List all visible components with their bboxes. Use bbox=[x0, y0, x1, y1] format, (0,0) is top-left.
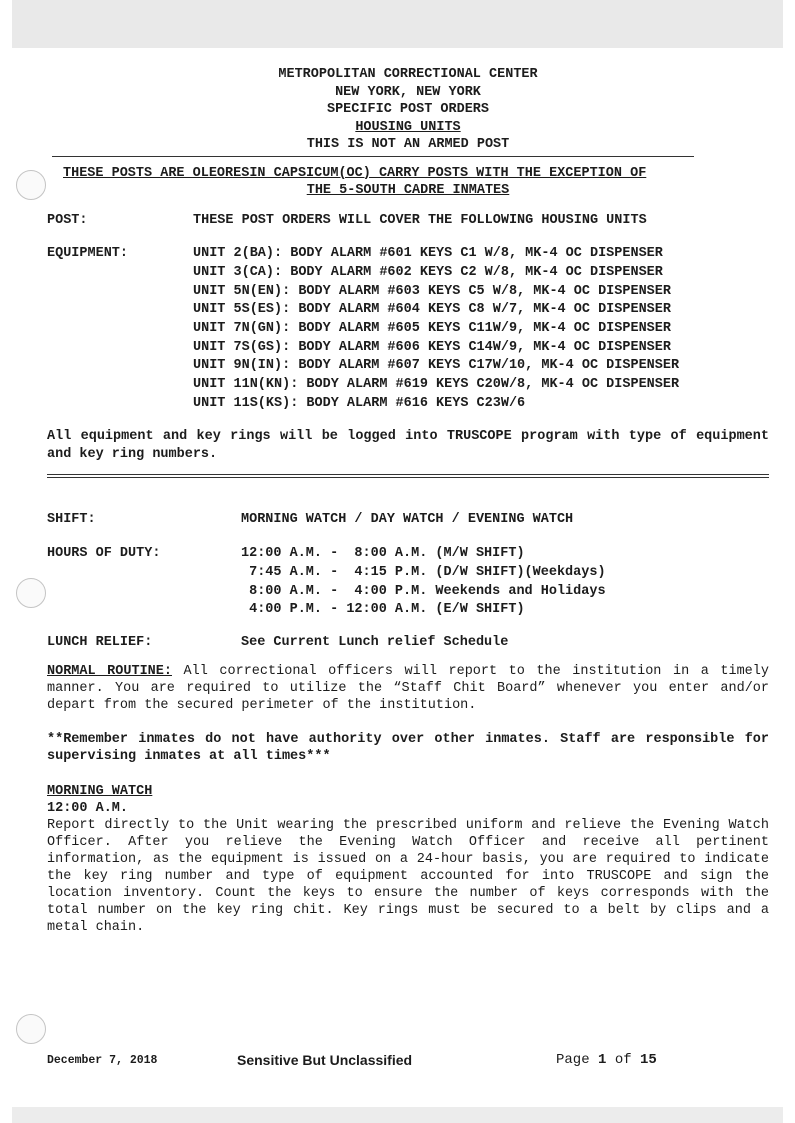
hours-line: 7:45 A.M. - 4:15 P.M. (D/W SHIFT)(Weekdays) bbox=[241, 564, 606, 580]
punch-hole bbox=[16, 1014, 46, 1044]
equipment-item: UNIT 7N(GN): BODY ALARM #605 KEYS C11W/9, MK-4 OC DISPENSER bbox=[193, 321, 671, 337]
equipment-item: UNIT 7S(GS): BODY ALARM #606 KEYS C14W/9, MK-4 OC DISPENSER bbox=[193, 339, 671, 355]
equipment-item: UNIT 11S(KS): BODY ALARM #616 KEYS C23W/6 bbox=[193, 395, 526, 411]
institution-name: METROPOLITAN CORRECTIONAL CENTER bbox=[278, 67, 538, 82]
section-double-divider bbox=[47, 474, 769, 478]
logging-note: All equipment and key rings will be logged into TRUSCOPE program with type of equipment and key ring numbers. bbox=[47, 428, 769, 462]
equipment-list bbox=[193, 245, 679, 413]
hours-line: 4:00 P.M. - 12:00 A.M. (E/W SHIFT) bbox=[241, 602, 525, 618]
normal-routine-label: NORMAL ROUTINE: bbox=[47, 663, 172, 679]
punch-hole bbox=[16, 170, 46, 200]
institution-location: NEW YORK, NEW YORK bbox=[335, 84, 481, 100]
page-total: 15 bbox=[640, 1052, 657, 1068]
equipment-item: UNIT 9N(IN): BODY ALARM #607 KEYS C17W/10, MK-4 OC DISPENSER bbox=[193, 358, 680, 374]
normal-routine-paragraph bbox=[47, 663, 769, 714]
armed-status: THIS IS NOT AN ARMED POST bbox=[306, 137, 510, 152]
footer-classification: Sensitive But Unclassified bbox=[237, 1052, 413, 1068]
shift-row bbox=[47, 511, 769, 530]
morning-watch-heading: MORNING WATCH bbox=[47, 783, 153, 799]
equipment-item: UNIT 2(BA): BODY ALARM #601 KEYS C1 W/8, MK-4 OC DISPENSER bbox=[193, 246, 663, 262]
hours-label: HOURS OF DUTY: bbox=[47, 546, 161, 562]
header-divider bbox=[52, 156, 694, 157]
page-footer bbox=[47, 1052, 769, 1072]
scan-top-margin bbox=[12, 0, 783, 48]
document-header bbox=[47, 66, 769, 154]
equipment-item: UNIT 3(CA): BODY ALARM #602 KEYS C2 W/8, MK-4 OC DISPENSER bbox=[193, 264, 663, 280]
equipment-item: UNIT 5S(ES): BODY ALARM #604 KEYS C8 W/7, MK-4 OC DISPENSER bbox=[193, 302, 671, 318]
hours-row bbox=[47, 545, 769, 620]
oc-notice-line1: THESE POSTS ARE OLEORESIN CAPSICUM(OC) CARRY POSTS WITH THE EXCEPTION OF bbox=[63, 165, 647, 181]
hours-line: 8:00 A.M. - 4:00 P.M. Weekends and Holidays bbox=[241, 583, 606, 599]
equipment-label: EQUIPMENT: bbox=[47, 246, 129, 262]
post-row bbox=[47, 212, 769, 231]
shift-label: SHIFT: bbox=[47, 511, 96, 527]
hours-line: 12:00 A.M. - 8:00 A.M. (M/W SHIFT) bbox=[241, 546, 525, 562]
morning-watch-time: 12:00 A.M. bbox=[47, 800, 129, 816]
lunch-row bbox=[47, 634, 769, 653]
shift-value: MORNING WATCH / DAY WATCH / EVENING WATCH bbox=[241, 511, 574, 527]
footer-date: December 7, 2018 bbox=[47, 1054, 158, 1067]
morning-watch-text: Report directly to the Unit wearing the prescribed uniform and relieve the Evening Watch Officer. After you relieve the Evening Watch Officer and receive all pertinent information, as the equipment is issued on a 24-hour basis, you are required to indicate the key ring number and type of equipment accounted for into TRUSCOPE and sign the location inventory. Count the keys to ensure the number of keys corresponds with the total number on the key ring chit. Key rings must be secured to a belt by clips and a metal chain. bbox=[47, 817, 769, 935]
reminder-note: **Remember inmates do not have authority over other inmates. Staff are responsible for supervising inmates at all times*** bbox=[47, 731, 769, 764]
equipment-item: UNIT 5N(EN): BODY ALARM #603 KEYS C5 W/8, MK-4 OC DISPENSER bbox=[193, 283, 671, 299]
equipment-row bbox=[47, 245, 769, 413]
equipment-item: UNIT 11N(KN): BODY ALARM #619 KEYS C20W/8, MK-4 OC DISPENSER bbox=[193, 377, 680, 393]
post-label: POST: bbox=[47, 212, 88, 228]
post-title: HOUSING UNITS bbox=[355, 119, 461, 135]
page-of: of bbox=[606, 1052, 641, 1068]
oc-notice-line2: THE 5-SOUTH CADRE INMATES bbox=[306, 182, 510, 198]
lunch-label: LUNCH RELIEF: bbox=[47, 635, 153, 651]
lunch-value: See Current Lunch relief Schedule bbox=[241, 635, 509, 651]
footer-page-number bbox=[556, 1052, 657, 1068]
scan-bottom-margin bbox=[12, 1107, 783, 1123]
post-value: THESE POST ORDERS WILL COVER THE FOLLOWING HOUSING UNITS bbox=[193, 212, 647, 228]
hours-list bbox=[241, 545, 606, 620]
document-type: SPECIFIC POST ORDERS bbox=[326, 102, 490, 117]
normal-routine-text: All correctional officers will report to the institution in a timely manner. You are required to utilize the “Staff Chit Board” whenever you enter and/or depart from the secured perimeter of the institution. bbox=[47, 663, 769, 713]
punch-hole bbox=[16, 578, 46, 608]
page-prefix: Page bbox=[556, 1052, 599, 1068]
document-page bbox=[47, 66, 769, 936]
page-current: 1 bbox=[598, 1052, 607, 1068]
